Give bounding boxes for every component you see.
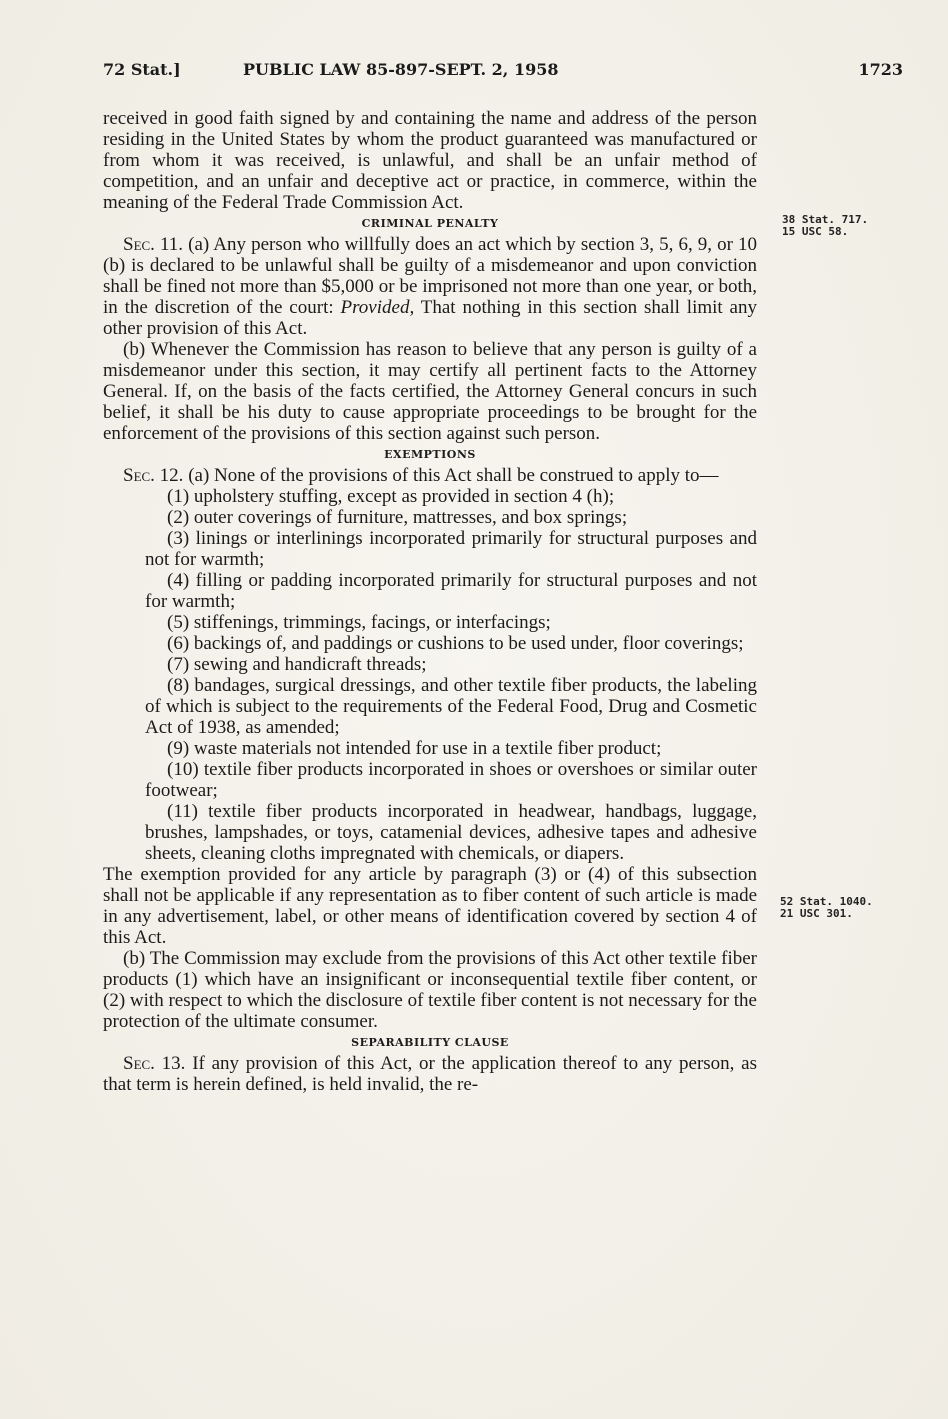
margin-note-line: 52 Stat. 1040. — [780, 895, 873, 908]
margin-note-ftc-act — [782, 214, 868, 238]
heading-exemptions: EXEMPTIONS — [384, 448, 476, 461]
intro-paragraph: received in good faith signed by and containing the name and address of the person residing in the United States by whom the product guaranteed was manufactured or from whom it was received, is unlawful, and shall be an unfair method of competition, and an unfair and deceptive act or practice, in commerce, within the meaning of the Federal Trade Commission Act. — [103, 108, 757, 213]
margin-note-line: 21 USC 301. — [780, 907, 853, 920]
list-item: (2) outer coverings of furniture, mattresses, and box springs; — [167, 507, 628, 528]
sec13-paragraph — [103, 1053, 757, 1095]
list-item: (11) textile fiber products incorporated in headwear, handbags, luggage, brushes, lampshades, or toys, catamenial devices, adhesive tapes and adhesive sheets, cleaning cloths impregnated with chemicals, or diapers. — [145, 801, 757, 864]
exemption-paragraph: The exemption provided for any article by paragraph (3) or (4) of this subsection shall not be applicable if any representation as to fiber content of such article is made in any advertisement, label, or other means of identification covered by section 4 of this Act. — [103, 864, 757, 948]
list-item: (1) upholstery stuffing, except as provided in section 4 (h); — [167, 486, 615, 507]
margin-note-line: 15 USC 58. — [782, 225, 849, 238]
page-number: 1723 — [858, 60, 903, 79]
statute-volume: 72 Stat.] — [103, 60, 181, 79]
sec12-b-paragraph: (b) The Commission may exclude from the provisions of this Act other textile fiber products (1) which have an insignificant or inconsequential textile fiber content, or (2) with respect to which the disclosure of textile fiber content is not necessary for the protection of the ultimate consumer. — [103, 948, 757, 1032]
sec12-a-text: (a) None of the provisions of this Act shall be construed to apply to— — [188, 465, 719, 486]
running-header — [103, 60, 903, 84]
sec11-label: Sec. 11. — [123, 234, 184, 255]
list-item: (4) filling or padding incorporated primarily for structural purposes and not for warmth; — [145, 570, 757, 612]
list-item: (6) backings of, and paddings or cushions to be used under, floor coverings; — [167, 633, 744, 654]
sec13-label: Sec. 13. — [123, 1053, 186, 1074]
list-item: (3) linings or interlinings incorporated primarily for structural purposes and not for warmth; — [145, 528, 757, 570]
heading-separability: SEPARABILITY CLAUSE — [351, 1036, 509, 1049]
sec12-label: Sec. 12. — [123, 465, 184, 486]
margin-note-line: 38 Stat. 717. — [782, 213, 869, 226]
sec11-a-text: (a) Any person who willfully does an act which by section 3, 5, 6, 9, or 10 (b) is declared to be unlawful shall be guilty of a misdemeanor and upon conviction shall be fined not more than $5,000 or be imprisoned not more than one year, or both, in the discretion of the court: — [103, 234, 758, 318]
sec13-text: If any provision of this Act, or the application thereof to any person, as that term is herein defined, is held invalid, the re- — [103, 1053, 757, 1095]
law-title: PUBLIC LAW 85-897-SEPT. 2, 1958 — [243, 60, 559, 79]
body-text — [103, 108, 757, 1095]
list-item: (10) textile fiber products incorporated in shoes or overshoes or similar outer footwear; — [145, 759, 757, 801]
list-item: (8) bandages, surgical dressings, and other textile fiber products, the labeling of which is subject to the requirements of the Federal Food, Drug and Cosmetic Act of 1938, as amended; — [145, 675, 757, 738]
heading-criminal-penalty: CRIMINAL PENALTY — [361, 217, 499, 230]
sec12-a-paragraph — [103, 465, 757, 486]
sec11-provided: Provided, — [340, 297, 415, 318]
sec11-a-rest: That nothing in this section shall limit any other provision of this Act. — [103, 297, 757, 339]
sec11-a-paragraph — [103, 234, 757, 339]
list-item: (9) waste materials not intended for use in a textile fiber product; — [167, 738, 662, 759]
sec11-b-paragraph: (b) Whenever the Commission has reason to believe that any person is guilty of a misdemeanor under this section, it may certify all pertinent facts to the Attorney General. If, on the basis of the facts certified, the Attorney General concurs in such belief, it shall be his duty to cause appropriate proceedings to be brought for the enforcement of the provisions of this section against such person. — [103, 339, 757, 444]
margin-note-fdc-act — [780, 896, 873, 920]
list-item: (7) sewing and handicraft threads; — [167, 654, 427, 675]
list-item: (5) stiffenings, trimmings, facings, or interfacings; — [167, 612, 551, 633]
exemption-list — [103, 486, 757, 864]
